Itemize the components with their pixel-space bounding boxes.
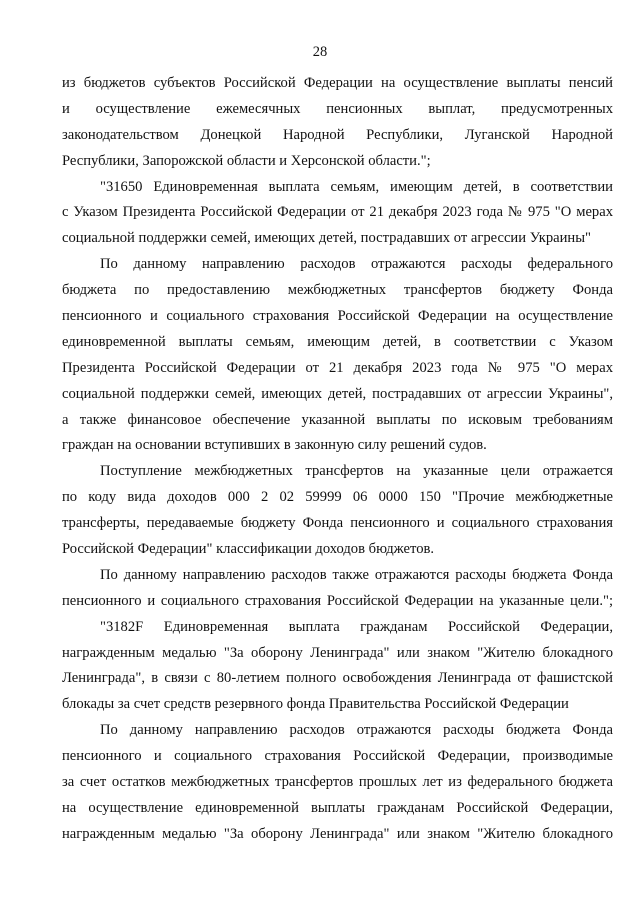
text-line: Республики, Запорожской области и Херсонской области."; <box>62 152 431 169</box>
text-line: социальной поддержки семей, имеющих детей, пострадавших от агрессии Украины" <box>62 230 591 247</box>
text-line: "3182F Единовременная выплата гражданам Российской Федерации, <box>100 618 613 635</box>
text-line: законодательством Донецкой Народной Республики, Луганской Народной <box>62 126 613 143</box>
text-line: пенсионного и социального страхования Российской Федерации, производимые <box>62 748 613 765</box>
text-line: пенсионного и социального страхования Российской Федерации на осуществление <box>62 308 613 325</box>
text-line: бюджета по предоставлению межбюджетных трансфертов бюджету Фонда <box>62 282 613 299</box>
text-line: и осуществление ежемесячных пенсионных выплат, предусмотренных <box>62 100 613 117</box>
text-line: единовременной выплаты семьям, имеющим детей, в соответствии с Указом <box>62 333 613 350</box>
text-line: трансферты, передаваемые бюджету Фонда пенсионного и социального страхования <box>62 515 613 532</box>
document-body <box>62 71 613 848</box>
text-line: По данному направлению расходов также отражаются расходы бюджета Фонда <box>100 566 613 583</box>
text-line: по коду вида доходов 000 2 02 59999 06 0000 150 "Прочие межбюджетные <box>62 489 613 506</box>
text-line: Президента Российской Федерации от 21 декабря 2023 года № 975 "О мерах <box>62 359 613 376</box>
text-line: Поступление межбюджетных трансфертов на указанные цели отражается <box>100 463 613 480</box>
text-line: граждан на основании вступивших в законную силу решений судов. <box>62 437 487 454</box>
text-line: пенсионного и социального страхования Российской Федерации на указанные цели."; <box>62 592 613 609</box>
text-line: за счет остатков межбюджетных трансфертов прошлых лет из федерального бюджета <box>62 774 613 791</box>
text-line: социальной поддержки семей, имеющих детей, пострадавших от агрессии Украины", <box>62 385 613 402</box>
text-line: на осуществление единовременной выплаты гражданам Российской Федерации, <box>62 799 613 816</box>
text-line: блокады за счет средств резервного фонда Правительства Российской Федерации <box>62 696 569 713</box>
text-line: Ленинграда", в связи с 80-летием полного освобождения Ленинграда от фашистской <box>62 670 613 687</box>
text-line: Российской Федерации" классификации доходов бюджетов. <box>62 541 435 558</box>
text-line: "31650 Единовременная выплата семьям, имеющим детей, в соответствии <box>100 178 613 195</box>
page-number: 28 <box>312 44 328 60</box>
text-line: с Указом Президента Российской Федерации от 21 декабря 2023 года № 975 "О мерах <box>62 204 613 221</box>
text-line: из бюджетов субъектов Российской Федерации на осуществление выплаты пенсий <box>62 75 613 91</box>
text-line: а также финансовое обеспечение указанной выплаты по исковым требованиям <box>62 411 613 428</box>
text-line: По данному направлению расходов отражаются расходы федерального <box>100 256 613 273</box>
text-line: награжденным медалью "За оборону Ленинграда" или знаком "Жителю блокадного <box>62 644 613 661</box>
text-line: По данному направлению расходов отражаются расходы бюджета Фонда <box>100 722 613 739</box>
text-line: награжденным медалью "За оборону Ленинграда" или знаком "Жителю блокадного <box>62 825 613 842</box>
